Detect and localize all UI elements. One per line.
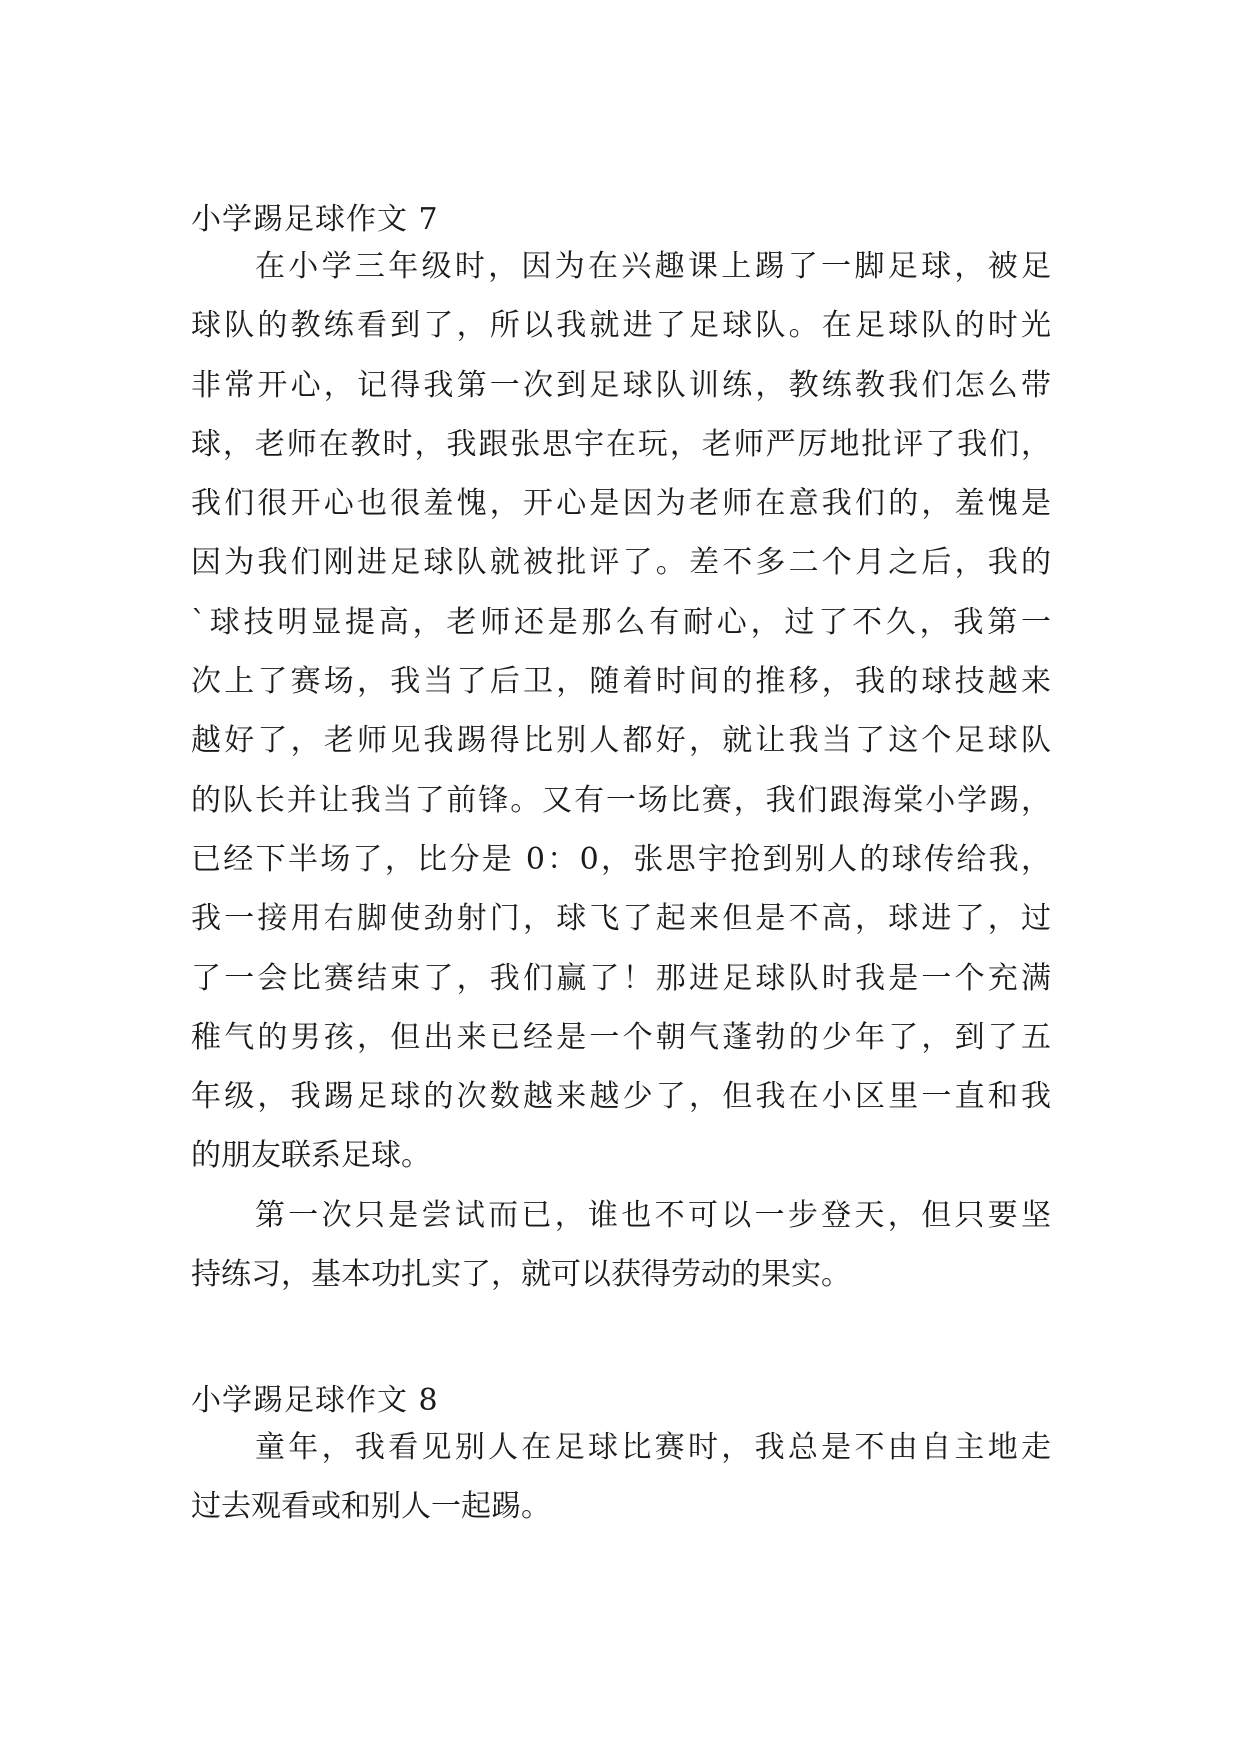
- essay-7-title: 小学踢足球作文 7: [191, 202, 439, 237]
- text-line: 稚气的男孩，但出来已经是一个朝气蓬勃的少年了，到了五: [191, 1019, 1051, 1055]
- text-line: 过去观看或和别人一起踢。: [191, 1489, 551, 1525]
- text-line: 的朋友联系足球。: [191, 1138, 431, 1174]
- text-line: 第一次只是尝试而已，谁也不可以一步登天，但只要坚: [255, 1198, 1051, 1233]
- text-line: 次上了赛场，我当了后卫，随着时间的推移，我的球技越来: [191, 664, 1051, 700]
- text-line: 持练习，基本功扎实了，就可以获得劳动的果实。: [191, 1257, 851, 1293]
- text-line: `球技明显提高，老师还是那么有耐心，过了不久，我第一: [191, 604, 1051, 640]
- text-line: 非常开心，记得我第一次到足球队训练，教练教我们怎么带: [191, 367, 1051, 403]
- text-line: 已经下半场了，比分是 0：0，张思宇抢到别人的球传给我，: [191, 841, 1051, 877]
- text-line: 越好了，老师见我踢得比别人都好，就让我当了这个足球队: [191, 723, 1051, 759]
- text-line: 童年，我看见别人在足球比赛时，我总是不由自主地走: [255, 1430, 1051, 1465]
- text-line: 的队长并让我当了前锋。又有一场比赛，我们跟海棠小学踢，: [191, 782, 1051, 818]
- essay-8-paragraph-1: [191, 1418, 1051, 1537]
- text-line: 我一接用右脚使劲射门，球飞了起来但是不高，球进了，过: [191, 901, 1051, 937]
- text-line: 我们很开心也很羞愧，开心是因为老师在意我们的，羞愧是: [191, 486, 1051, 522]
- text-line: 球队的教练看到了，所以我就进了足球队。在足球队的时光: [191, 308, 1051, 344]
- text-line: 因为我们刚进足球队就被批评了。差不多二个月之后，我的: [191, 545, 1051, 581]
- text-line: 了一会比赛结束了，我们赢了！那进足球队时我是一个充满: [191, 960, 1051, 996]
- essay-7-paragraph-1: [191, 237, 1051, 1186]
- essay-7-paragraph-2: [191, 1186, 1051, 1305]
- text-line: 在小学三年级时，因为在兴趣课上踢了一脚足球，被足: [255, 249, 1051, 284]
- text-line: 球，老师在教时，我跟张思宇在玩，老师严厉地批评了我们，: [191, 426, 1051, 462]
- text-line: 年级，我踢足球的次数越来越少了，但我在小区里一直和我: [191, 1079, 1051, 1115]
- essay-8-title: 小学踢足球作文 8: [191, 1383, 439, 1418]
